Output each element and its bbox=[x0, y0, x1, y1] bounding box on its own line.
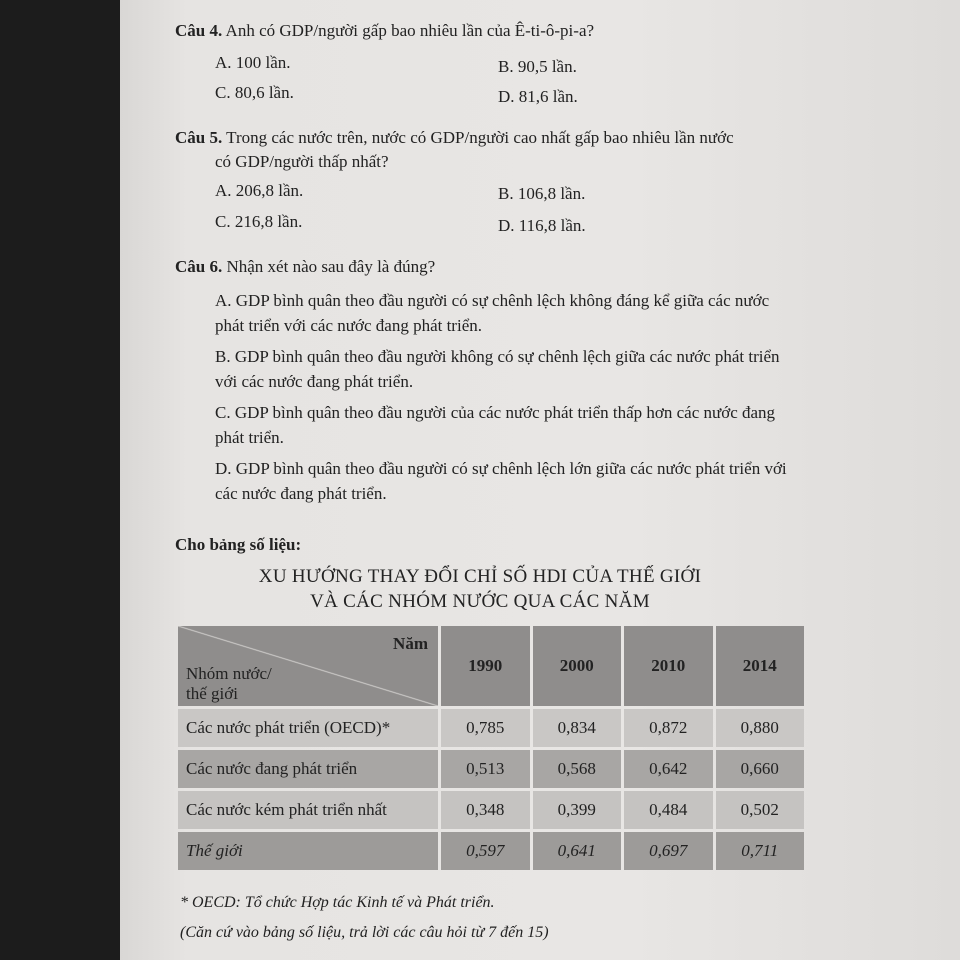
cell: 0,872 bbox=[624, 709, 713, 747]
q6-option-a: A. GDP bình quân theo đầu người có sự chênh lệch không đáng kể giữa các nước phát triển với các nước đang phát triển. bbox=[215, 291, 770, 335]
table-intro: Cho bảng số liệu: bbox=[175, 535, 302, 554]
cell: 0,834 bbox=[533, 709, 622, 747]
cell: 0,513 bbox=[441, 750, 530, 788]
cell: 0,880 bbox=[716, 709, 805, 747]
row-label: Các nước đang phát triển bbox=[178, 750, 438, 788]
cell: 0,568 bbox=[533, 750, 622, 788]
cell: 0,484 bbox=[624, 791, 713, 829]
q5-option-b: B. 106,8 lần. bbox=[498, 184, 586, 203]
cell: 0,660 bbox=[716, 750, 805, 788]
cell: 0,597 bbox=[441, 832, 530, 870]
row-label: Thế giới bbox=[178, 832, 438, 870]
q5-option-c: C. 216,8 lần. bbox=[215, 212, 303, 231]
q4-option-c: C. 80,6 lần. bbox=[215, 83, 294, 102]
table-row bbox=[178, 750, 804, 788]
year-header: 2010 bbox=[624, 626, 713, 706]
q4-option-d: D. 81,6 lần. bbox=[498, 87, 578, 106]
table-row bbox=[178, 832, 804, 870]
row-label: Các nước phát triển (OECD)* bbox=[178, 709, 438, 747]
hdi-table bbox=[175, 623, 807, 873]
q6-option-c: C. GDP bình quân theo đầu người của các nước phát triển thấp hơn các nước đang phát triển. bbox=[215, 403, 776, 447]
table-title-line2: VÀ CÁC NHÓM NƯỚC QUA CÁC NĂM bbox=[310, 591, 650, 612]
instruction: (Căn cứ vào bảng số liệu, trả lời các câu hỏi từ 7 đến 15) bbox=[180, 924, 549, 941]
cell: 0,502 bbox=[716, 791, 805, 829]
year-header: 1990 bbox=[441, 626, 530, 706]
cell: 0,348 bbox=[441, 791, 530, 829]
question-5-cont: có GDP/người thấp nhất? bbox=[215, 152, 389, 171]
corner-cell bbox=[178, 626, 438, 706]
question-5: Câu 5. Trong các nước trên, nước có GDP/người cao nhất gấp bao nhiêu lần nước bbox=[175, 128, 734, 147]
table-header-row bbox=[178, 626, 804, 706]
table-row bbox=[178, 709, 804, 747]
q4-option-a: A. 100 lần. bbox=[215, 53, 291, 72]
q5-option-a: A. 206,8 lần. bbox=[215, 181, 304, 200]
year-header: 2014 bbox=[716, 626, 805, 706]
q6-option-d: D. GDP bình quân theo đầu người có sự chênh lệch lớn giữa các nước phát triển với các nước đang phát triển. bbox=[215, 459, 787, 503]
cell: 0,641 bbox=[533, 832, 622, 870]
cell: 0,399 bbox=[533, 791, 622, 829]
cell: 0,711 bbox=[716, 832, 805, 870]
question-4: Câu 4. Anh có GDP/người gấp bao nhiêu lần của Ê-ti-ô-pi-a? bbox=[175, 21, 595, 40]
cell: 0,642 bbox=[624, 750, 713, 788]
corner-year-label: Năm bbox=[393, 634, 428, 653]
question-6: Câu 6. Nhận xét nào sau đây là đúng? bbox=[175, 257, 436, 276]
cell: 0,785 bbox=[441, 709, 530, 747]
cell: 0,697 bbox=[624, 832, 713, 870]
corner-group-label: Nhóm nước/ thế giới bbox=[186, 664, 272, 703]
year-header: 2000 bbox=[533, 626, 622, 706]
q5-option-d: D. 116,8 lần. bbox=[498, 216, 586, 235]
q4-option-b: B. 90,5 lần. bbox=[498, 57, 577, 76]
table-row bbox=[178, 791, 804, 829]
table-title-line1: XU HƯỚNG THAY ĐỔI CHỈ SỐ HDI CỦA THẾ GIỚI bbox=[258, 566, 702, 587]
footnote: * OECD: Tổ chức Hợp tác Kinh tế và Phát triển. bbox=[180, 894, 495, 911]
q6-option-b: B. GDP bình quân theo đầu người không có sự chênh lệch giữa các nước phát triển với các nước đang phát triển. bbox=[215, 347, 780, 391]
row-label: Các nước kém phát triển nhất bbox=[178, 791, 438, 829]
